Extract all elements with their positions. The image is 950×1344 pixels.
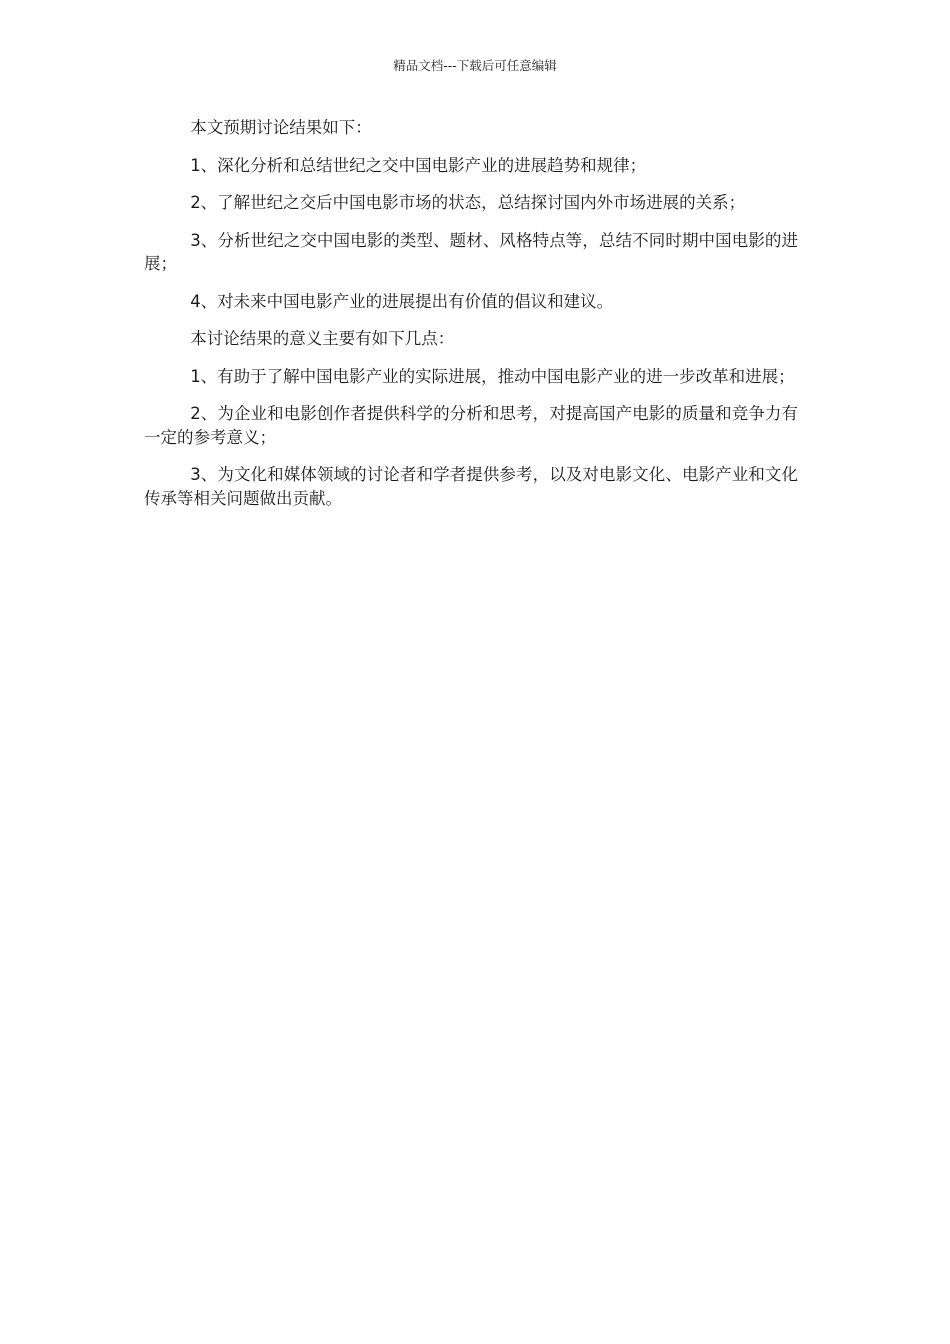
paragraph-result-1: 1、深化分析和总结世纪之交中国电影产业的进展趋势和规律； xyxy=(190,155,647,175)
paragraph-intro-results: 本文预期讨论结果如下： xyxy=(190,118,372,137)
document-body xyxy=(144,116,798,524)
paragraph-result-4: 4、对未来中国电影产业的进展提出有价值的倡议和建议。 xyxy=(190,291,614,311)
page-header: 精品文档---下载后可任意编辑 xyxy=(393,58,557,73)
paragraph-significance-2: 2、为企业和电影创作者提供科学的分析和思考，对提高国产电影的质量和竞争力有一定的参考意义； xyxy=(144,404,798,447)
paragraph-significance-3: 3、为文化和媒体领域的讨论者和学者提供参考，以及对电影文化、电影产业和文化传承等相关问题做出贡献。 xyxy=(144,465,798,508)
paragraph-result-3: 3、分析世纪之交中国电影的类型、题材、风格特点等，总结不同时期中国电影的进展； xyxy=(144,230,798,273)
paragraph-significance-1: 1、有助于了解中国电影产业的实际进展，推动中国电影产业的进一步改革和进展； xyxy=(190,366,795,386)
paragraph-intro-significance: 本讨论结果的意义主要有如下几点： xyxy=(190,329,455,348)
paragraph-result-2: 2、了解世纪之交后中国电影市场的状态，总结探讨国内外市场进展的关系； xyxy=(190,193,746,212)
